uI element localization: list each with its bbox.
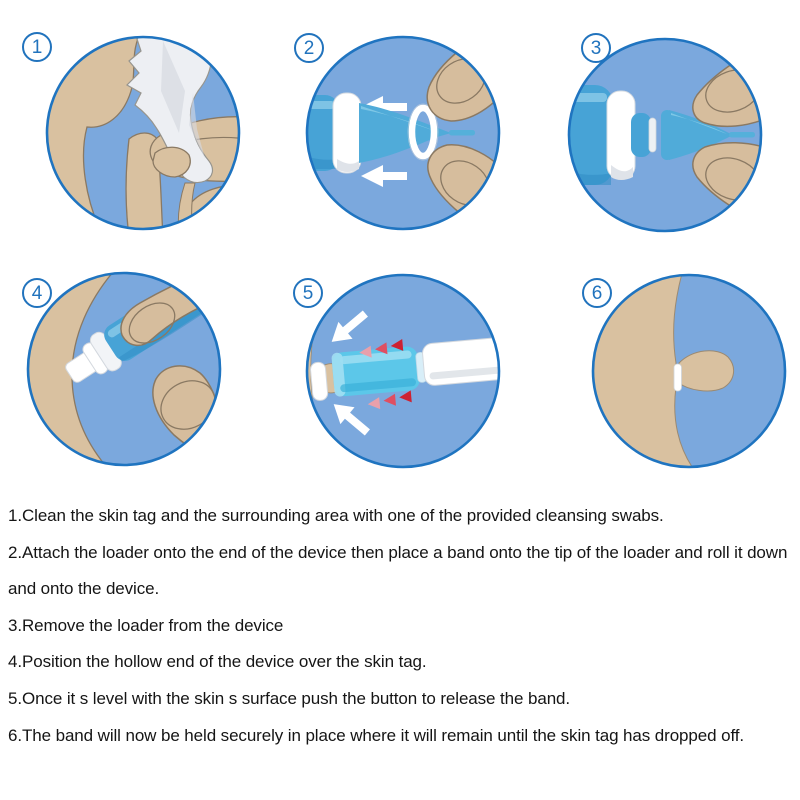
- step-5-cell: [303, 271, 503, 471]
- instruction-step-5: 5.Once it s level with the skin s surface push the button to release the band.: [8, 688, 571, 708]
- band-on-skin-tag-illustration: [589, 271, 789, 471]
- step-2-cell: [303, 33, 503, 233]
- step-2-number: 2: [303, 37, 315, 59]
- instruction-step-6: 6.The band will now be held securely in place where it will remain until the skin tag has dropped off.: [8, 725, 745, 745]
- position-device-illustration: [24, 269, 224, 469]
- instruction-step-1: 1.Clean the skin tag and the surrounding area with one of the provided cleansing swabs.: [8, 506, 664, 525]
- step-5-number: 5: [302, 282, 314, 304]
- clean-skin-with-swab-illustration: [43, 33, 243, 233]
- step-4-number: 4: [31, 282, 43, 304]
- band-on-tag: [674, 364, 682, 391]
- step-3-cell: [565, 35, 765, 235]
- released-band: [310, 362, 328, 401]
- instruction-step-2: 2.Attach the loader onto the end of the device then place a band onto the tip of the loader and roll it down and onto the device.: [8, 542, 788, 599]
- step-6-cell: [589, 271, 789, 471]
- step-3-number: 3: [590, 37, 602, 59]
- step-4-cell: [24, 269, 224, 469]
- instruction-step-3: 3.Remove the loader from the device: [8, 615, 284, 635]
- step-6-number: 6: [591, 282, 603, 304]
- step-1-cell: [43, 33, 243, 233]
- remove-loader-illustration: [565, 35, 765, 235]
- release-band-illustration: [303, 271, 503, 471]
- instruction-list: [8, 498, 796, 754]
- step-1-number: 1: [31, 36, 43, 58]
- place-band-on-loader-illustration: [303, 33, 503, 233]
- instruction-step-4: 4.Position the hollow end of the device over the skin tag.: [8, 652, 427, 672]
